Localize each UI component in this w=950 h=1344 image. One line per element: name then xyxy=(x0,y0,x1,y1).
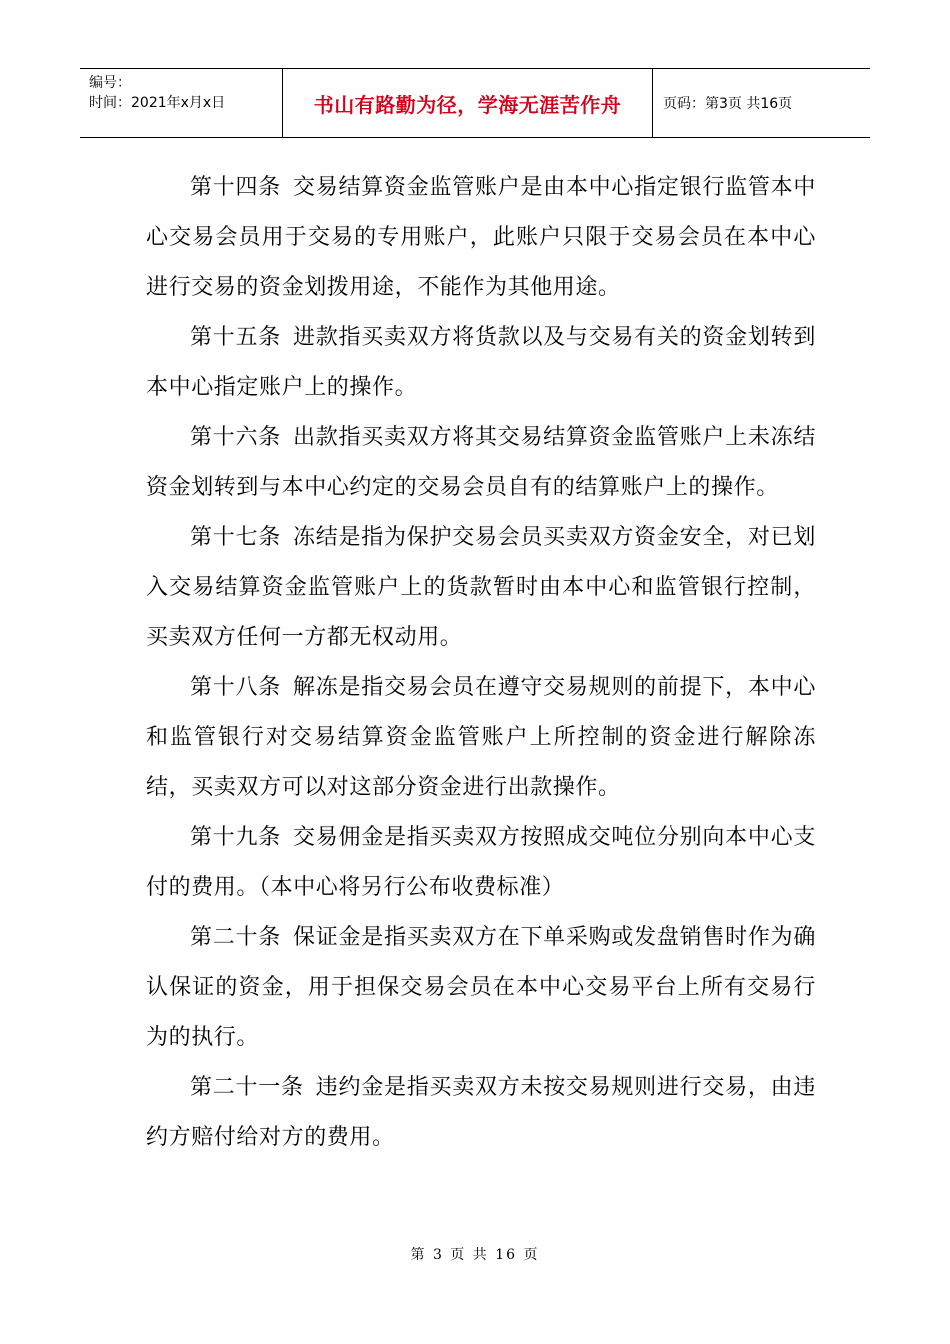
article-number: 第十五条 xyxy=(190,325,281,350)
article-number: 第二十条 xyxy=(190,925,281,950)
article-paragraph xyxy=(146,513,816,663)
header-meta xyxy=(80,69,283,137)
article-number: 第十四条 xyxy=(190,175,281,200)
article-text: 违约金是指买卖双方未按交易规则进行交易，由违约方赔付给对方的费用。 xyxy=(146,1075,816,1150)
article-number: 第十七条 xyxy=(190,525,281,550)
header-motto-cell xyxy=(283,69,653,137)
article-paragraph xyxy=(146,413,816,513)
article-paragraph xyxy=(146,913,816,1063)
article-text: 解冻是指交易会员在遵守交易规则的前提下，本中心和监管银行对交易结算资金监管账户上所控制的资金进行解除冻结，买卖双方可以对这部分资金进行出款操作。 xyxy=(146,675,816,800)
article-paragraph xyxy=(146,663,816,813)
article-text: 进款指买卖双方将货款以及与交易有关的资金划转到本中心指定账户上的操作。 xyxy=(146,325,816,400)
article-text: 冻结是指为保护交易会员买卖双方资金安全，对已划入交易结算资金监管账户上的货款暂时由本中心和监管银行控制，买卖双方任何一方都无权动用。 xyxy=(146,525,816,650)
article-number: 第十九条 xyxy=(190,825,281,850)
article-number: 第十六条 xyxy=(190,425,281,450)
article-paragraph xyxy=(146,1063,816,1163)
header-motto: 书山有路勤为径，学海无涯苦作舟 xyxy=(313,92,622,117)
time-label: 时间：2021年x月x日 xyxy=(89,95,226,111)
article-paragraph xyxy=(146,313,816,413)
header-page-info: 页码：第3页 共16页 xyxy=(663,96,793,112)
article-text: 出款指买卖双方将其交易结算资金监管账户上未冻结资金划转到与本中心约定的交易会员自有的结算账户上的操作。 xyxy=(146,425,816,500)
article-number: 第十八条 xyxy=(190,675,281,700)
article-text: 交易佣金是指买卖双方按照成交吨位分别向本中心支付的费用。（本中心将另行公布收费标准） xyxy=(146,825,816,900)
document-header xyxy=(80,68,870,138)
number-label: 编号： xyxy=(89,75,131,91)
article-paragraph xyxy=(146,813,816,913)
document-body xyxy=(146,163,816,1163)
article-text: 保证金是指买卖双方在下单采购或发盘销售时作为确认保证的资金，用于担保交易会员在本中心交易平台上所有交易行为的执行。 xyxy=(146,925,816,1050)
page-footer: 第 3 页 共 16 页 xyxy=(410,1247,540,1263)
article-text: 交易结算资金监管账户是由本中心指定银行监管本中心交易会员用于交易的专用账户，此账户只限于交易会员在本中心进行交易的资金划拨用途，不能作为其他用途。 xyxy=(146,175,816,300)
article-number: 第二十一条 xyxy=(190,1075,304,1100)
article-paragraph xyxy=(146,163,816,313)
